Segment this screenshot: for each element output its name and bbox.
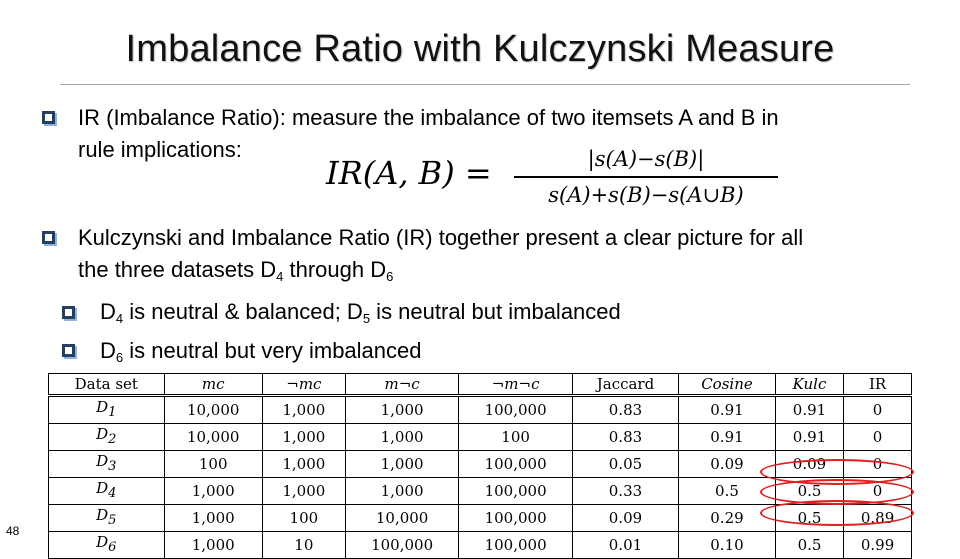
table-cell: 10,000 <box>164 396 262 424</box>
table-cell: 100 <box>164 451 262 478</box>
subscript: 4 <box>276 269 284 284</box>
col-header-cosine: Cosine <box>679 374 776 396</box>
col-header-ir: IR <box>844 374 912 396</box>
formula-lhs: IR(A, B) = <box>326 154 492 192</box>
table-cell: 1,000 <box>164 532 262 559</box>
table-cell: 0.5 <box>679 478 776 505</box>
kulc-ir-text <box>78 222 803 293</box>
table-cell: 0.05 <box>572 451 678 478</box>
ir-definition-line2: rule implications: <box>78 137 242 162</box>
table-cell: 0 <box>844 478 912 505</box>
subscript: 5 <box>362 311 371 326</box>
table-cell: 10,000 <box>164 424 262 451</box>
table-cell: 0.99 <box>844 532 912 559</box>
sub-bullet-d4-d5 <box>100 296 621 335</box>
table-cell: 1,000 <box>262 424 345 451</box>
dataset-letter: D <box>96 398 109 416</box>
kulc-ir-line2 <box>78 254 803 293</box>
table-cell: 1,000 <box>345 451 459 478</box>
bullet-icon <box>42 231 55 244</box>
table-cell: 0 <box>844 451 912 478</box>
table-cell: 0.91 <box>775 424 843 451</box>
dataset-letter: D <box>96 479 109 497</box>
table-cell: 1,000 <box>345 478 459 505</box>
bullet-icon <box>42 111 55 124</box>
table-cell: 100,000 <box>345 532 459 559</box>
subscript: 2 <box>108 432 117 447</box>
table-cell: 0.91 <box>679 424 776 451</box>
subscript: 1 <box>108 405 117 420</box>
ir-definition-line1: IR (Imbalance Ratio): measure the imbalance of two itemsets A and B in <box>78 105 779 130</box>
table-cell: 10 <box>262 532 345 559</box>
kulc-ir-line2-prefix: the three datasets D <box>78 257 277 282</box>
table-cell: 10,000 <box>345 505 459 532</box>
table-cell: 1,000 <box>345 396 459 424</box>
title-divider <box>60 84 910 85</box>
table-cell: 0 <box>844 396 912 424</box>
kulc-ir-line1: Kulczynski and Imbalance Ratio (IR) together present a clear picture for all <box>78 225 804 250</box>
table-cell: 1,000 <box>262 451 345 478</box>
col-header-m-not-c: m¬c <box>345 374 459 396</box>
col-header-mc: mc <box>164 374 262 396</box>
sub-bullet-text: is neutral but imbalanced <box>370 299 621 324</box>
table-cell: 0.10 <box>679 532 776 559</box>
subscript: 4 <box>115 311 124 326</box>
dataset-letter: D <box>96 506 109 524</box>
table-cell: 0.5 <box>775 532 843 559</box>
table-cell: 0.01 <box>572 532 678 559</box>
col-header-not-m-c: ¬mc <box>262 374 345 396</box>
dataset-cell <box>49 396 165 424</box>
col-header-not-m-not-c: ¬m¬c <box>459 374 573 396</box>
subscript: 6 <box>115 350 124 365</box>
table-cell: 0.5 <box>775 505 843 532</box>
table-cell: 1,000 <box>164 505 262 532</box>
table-cell: 100,000 <box>459 478 573 505</box>
page-number: 48 <box>6 524 20 538</box>
dataset-cell <box>49 451 165 478</box>
table-cell: 0 <box>844 424 912 451</box>
col-header-dataset: Data set <box>49 374 165 396</box>
dataset-cell <box>49 505 165 532</box>
table-cell: 0.09 <box>775 451 843 478</box>
sub-bullet-text: is neutral but very imbalanced <box>123 338 422 363</box>
formula-denominator: s(A)+s(B)−s(A∪B) <box>548 183 744 207</box>
table-cell: 100,000 <box>459 451 573 478</box>
formula-fraction <box>514 144 778 210</box>
sub-bullet-d6 <box>100 335 422 374</box>
table-cell: 0.83 <box>572 424 678 451</box>
formula-numerator: |s(A)−s(B)| <box>587 147 705 171</box>
table-cell: 100,000 <box>459 396 573 424</box>
table-cell: 100,000 <box>459 505 573 532</box>
table-cell: 0.83 <box>572 396 678 424</box>
table-cell: 100 <box>459 424 573 451</box>
table-cell: 0.89 <box>844 505 912 532</box>
table-cell: 0.29 <box>679 505 776 532</box>
dataset-cell <box>49 424 165 451</box>
table-cell: 100,000 <box>459 532 573 559</box>
col-header-kulc: Kulc <box>775 374 843 396</box>
subscript: 6 <box>108 540 117 555</box>
table-cell: 1,000 <box>262 478 345 505</box>
bullet-icon <box>62 306 75 319</box>
table-cell: 1,000 <box>345 424 459 451</box>
subscript: 6 <box>386 269 394 284</box>
dataset-cell <box>49 478 165 505</box>
col-header-jaccard: Jaccard <box>572 374 678 396</box>
subscript: 3 <box>108 459 117 474</box>
table-header-row <box>49 374 912 396</box>
fraction-bar <box>514 176 778 178</box>
dataset-letter: D <box>100 299 116 324</box>
dataset-letter: D <box>100 338 116 363</box>
dataset-letter: D <box>96 452 109 470</box>
dataset-cell <box>49 532 165 559</box>
slide-title: Imbalance Ratio with Kulczynski Measure <box>125 28 835 70</box>
table-cell: 100 <box>262 505 345 532</box>
table-cell: 1,000 <box>262 396 345 424</box>
subscript: 4 <box>108 486 117 501</box>
table-cell: 0.91 <box>679 396 776 424</box>
dataset-letter: D <box>96 425 109 443</box>
kulc-ir-line2-mid: through D <box>283 257 387 282</box>
table-row <box>49 396 912 424</box>
table-cell: 0.09 <box>572 505 678 532</box>
bullet-icon <box>62 344 75 357</box>
table-cell: 0.09 <box>679 451 776 478</box>
table-cell: 0.91 <box>775 396 843 424</box>
dataset-letter: D <box>96 533 109 551</box>
sub-bullet-text: is neutral & balanced; D <box>123 299 363 324</box>
table-cell: 1,000 <box>164 478 262 505</box>
table-row <box>49 424 912 451</box>
table-cell: 0.33 <box>572 478 678 505</box>
table-row <box>49 532 912 559</box>
subscript: 5 <box>108 513 117 528</box>
highlight-oval-d6 <box>760 500 914 526</box>
table-cell: 0.5 <box>775 478 843 505</box>
